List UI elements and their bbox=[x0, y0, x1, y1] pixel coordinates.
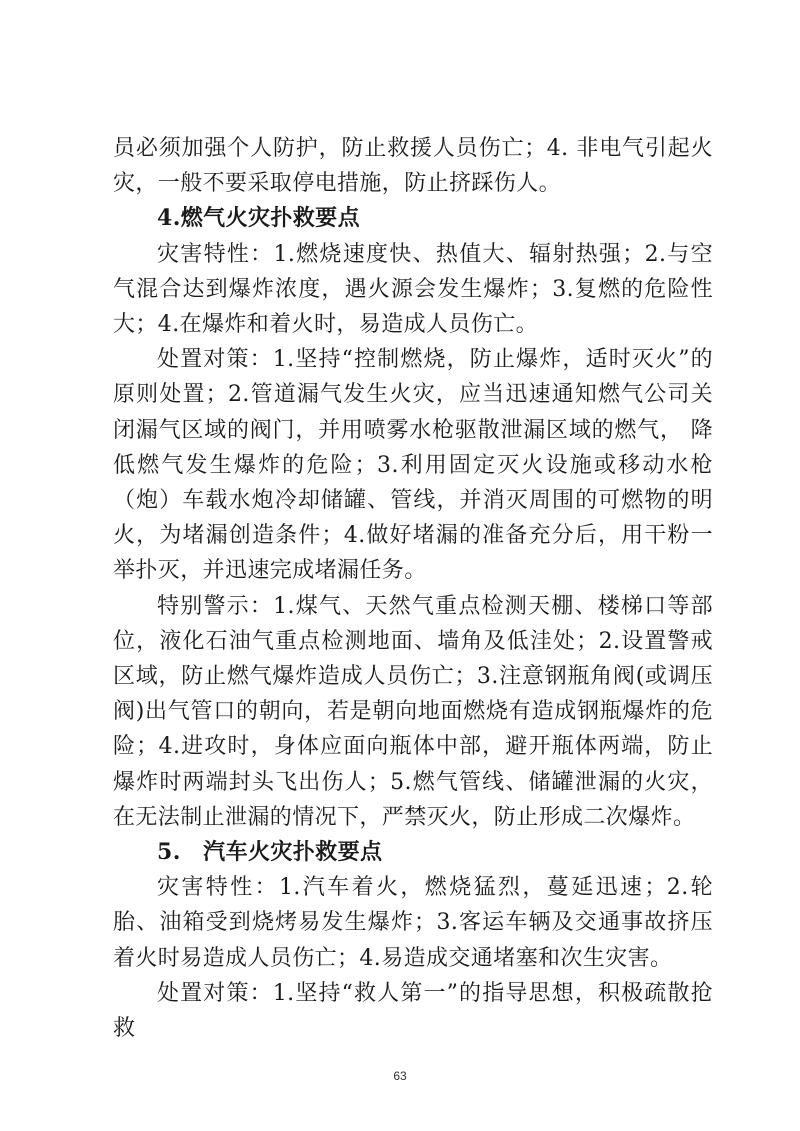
gas-fire-hazard-paragraph: 灾害特性：1.燃烧速度快、热值大、辐射热强；2.与空气混合达到爆炸浓度，遇火源会发生爆炸；3.复燃的危险性 大；4.在爆炸和着火时，易造成人员伤亡。 bbox=[113, 241, 713, 338]
vehicle-fire-hazard-paragraph: 灾害特性：1.汽车着火，燃烧猛烈，蔓延迅速；2.轮胎、油箱受到烧烤易发生爆炸；3.客运车辆及交通事故挤压着火时易造成人员伤亡；4.易造成交通堵塞和次生灾害。 bbox=[113, 875, 713, 971]
gas-fire-measures-paragraph: 处置对策：1.坚持“控制燃烧，防止爆炸，适时灭火”的原则处置；2.管道漏气发生火灾，应当迅速通知燃气公司关闭漏气区域的阀门，并用喷雾水枪驱散泄漏区域的燃气， 降低燃气发生爆炸的危险；3.利用固定灭火设施或移动水枪（炮）车载水炮冷却储罐、管线，并消灭周围的可燃物的明火，为堵漏创造条件；4.做好堵漏的准备充分后，用干粉一 举扑灭，并迅速完成堵漏任务。 bbox=[113, 347, 713, 584]
gas-fire-warning-paragraph: 特别警示：1.煤气、天然气重点检测天棚、楼梯口等部位，液化石油气重点检测地面、墙角及低洼处；2.设置警戒 区域，防止燃气爆炸造成人员伤亡；3.注意钢瓶角阀(或调压 阀)出气管口的朝向，若是朝向地面燃烧有造成钢瓶爆炸的危 险；4.进攻时，身体应面向瓶体中部，避开瓶体两端，防止 爆炸时两端封头飞出伤人；5.燃气管线、储罐泄漏的火灾， 在无法制止泄漏的情况下，严禁灭火，防止形成二次爆炸。 bbox=[113, 593, 713, 830]
section-heading-vehicle-fire: 5. 汽车火灾扑救要点 bbox=[157, 839, 383, 866]
section-heading-gas-fire: 4.燃气火灾扑救要点 bbox=[157, 205, 360, 232]
continued-paragraph: 员必须加强个人防护，防止救援人员伤亡；4. 非电气引起火灾，一般不要采取停电措施，防止挤踩伤人。 bbox=[113, 136, 713, 197]
page-number: 63 bbox=[393, 1069, 407, 1083]
vehicle-fire-measures-paragraph: 处置对策：1.坚持“救人第一”的指导思想，积极疏散抢救 bbox=[113, 980, 713, 1042]
page-content bbox=[113, 131, 713, 1046]
